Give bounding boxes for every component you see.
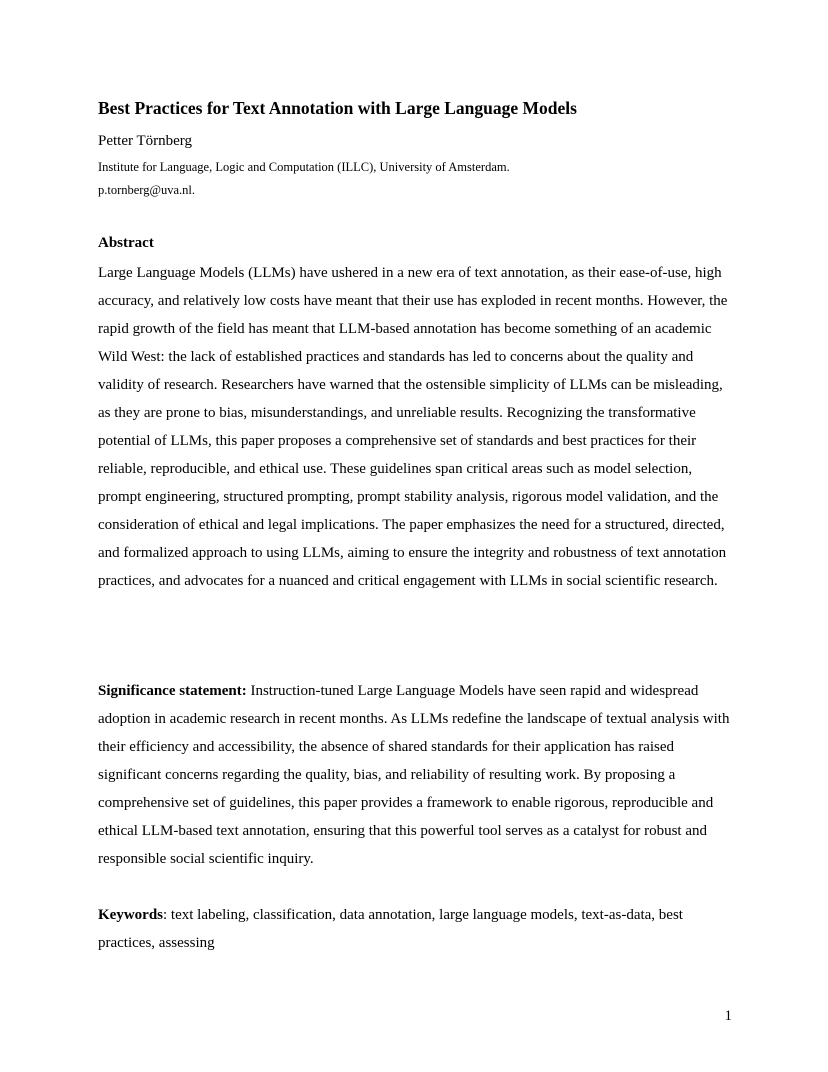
author-email: p.tornberg@uva.nl. bbox=[98, 183, 196, 197]
abstract-text: Large Language Models (LLMs) have ushered in a new era of text annotation, as their ease-of-use, high accuracy, and relatively low costs have meant that their use has exploded in recent months. However, the rapid growth of the field has meant that LLM-based annotation has become something of an academic Wild West: the lack of established practices and standards has led to concerns about the quality and validity of research. Researchers have warned that the ostensible simplicity of LLMs can be misleading, as they are prone to bias, misunderstandings, and unreliable results. Recognizing the transformative potential of LLMs, this paper proposes a comprehensive set of standards and best practices for their reliable, reproducible, and ethical use. These guidelines span critical areas such as model selection, prompt engineering, structured prompting, prompt stability analysis, rigorous model validation, and the consideration of ethical and legal implications. The paper emphasizes the need for a structured, directed, and formalized approach to using LLMs, aiming to ensure the integrity and robustness of text annotation practices, and advocates for a nuanced and critical engagement with LLMs in social scientific research. bbox=[98, 265, 728, 589]
paper-title: Best Practices for Text Annotation with Large Language Models bbox=[98, 98, 577, 118]
significance-text: Instruction-tuned Large Language Models have seen rapid and widespread adoption in academic research in recent months. As LLMs redefine the landscape of textual analysis with their efficiency and accessibility, the absence of shared standards for their application has raised significant concerns regarding the quality, bias, and reliability of resulting work. By proposing a comprehensive set of guidelines, this paper provides a framework to enable rigorous, reproducible and ethical LLM-based text annotation, ensuring that this powerful tool serves as a catalyst for robust and responsible social scientific inquiry. bbox=[98, 683, 730, 867]
significance-statement bbox=[98, 677, 732, 873]
keywords-text: : text labeling, classification, data annotation, large language models, text-as-data, best practices, assessing bbox=[98, 907, 683, 951]
significance-label: Significance statement: bbox=[98, 683, 247, 699]
page-number: 1 bbox=[724, 1008, 732, 1024]
abstract-heading: Abstract bbox=[98, 235, 154, 251]
keywords-section bbox=[98, 901, 732, 957]
author-affiliation: Institute for Language, Logic and Computation (ILLC), University of Amsterdam. bbox=[98, 160, 510, 174]
author-name: Petter Törnberg bbox=[98, 133, 193, 149]
keywords-label: Keywords bbox=[98, 907, 163, 923]
